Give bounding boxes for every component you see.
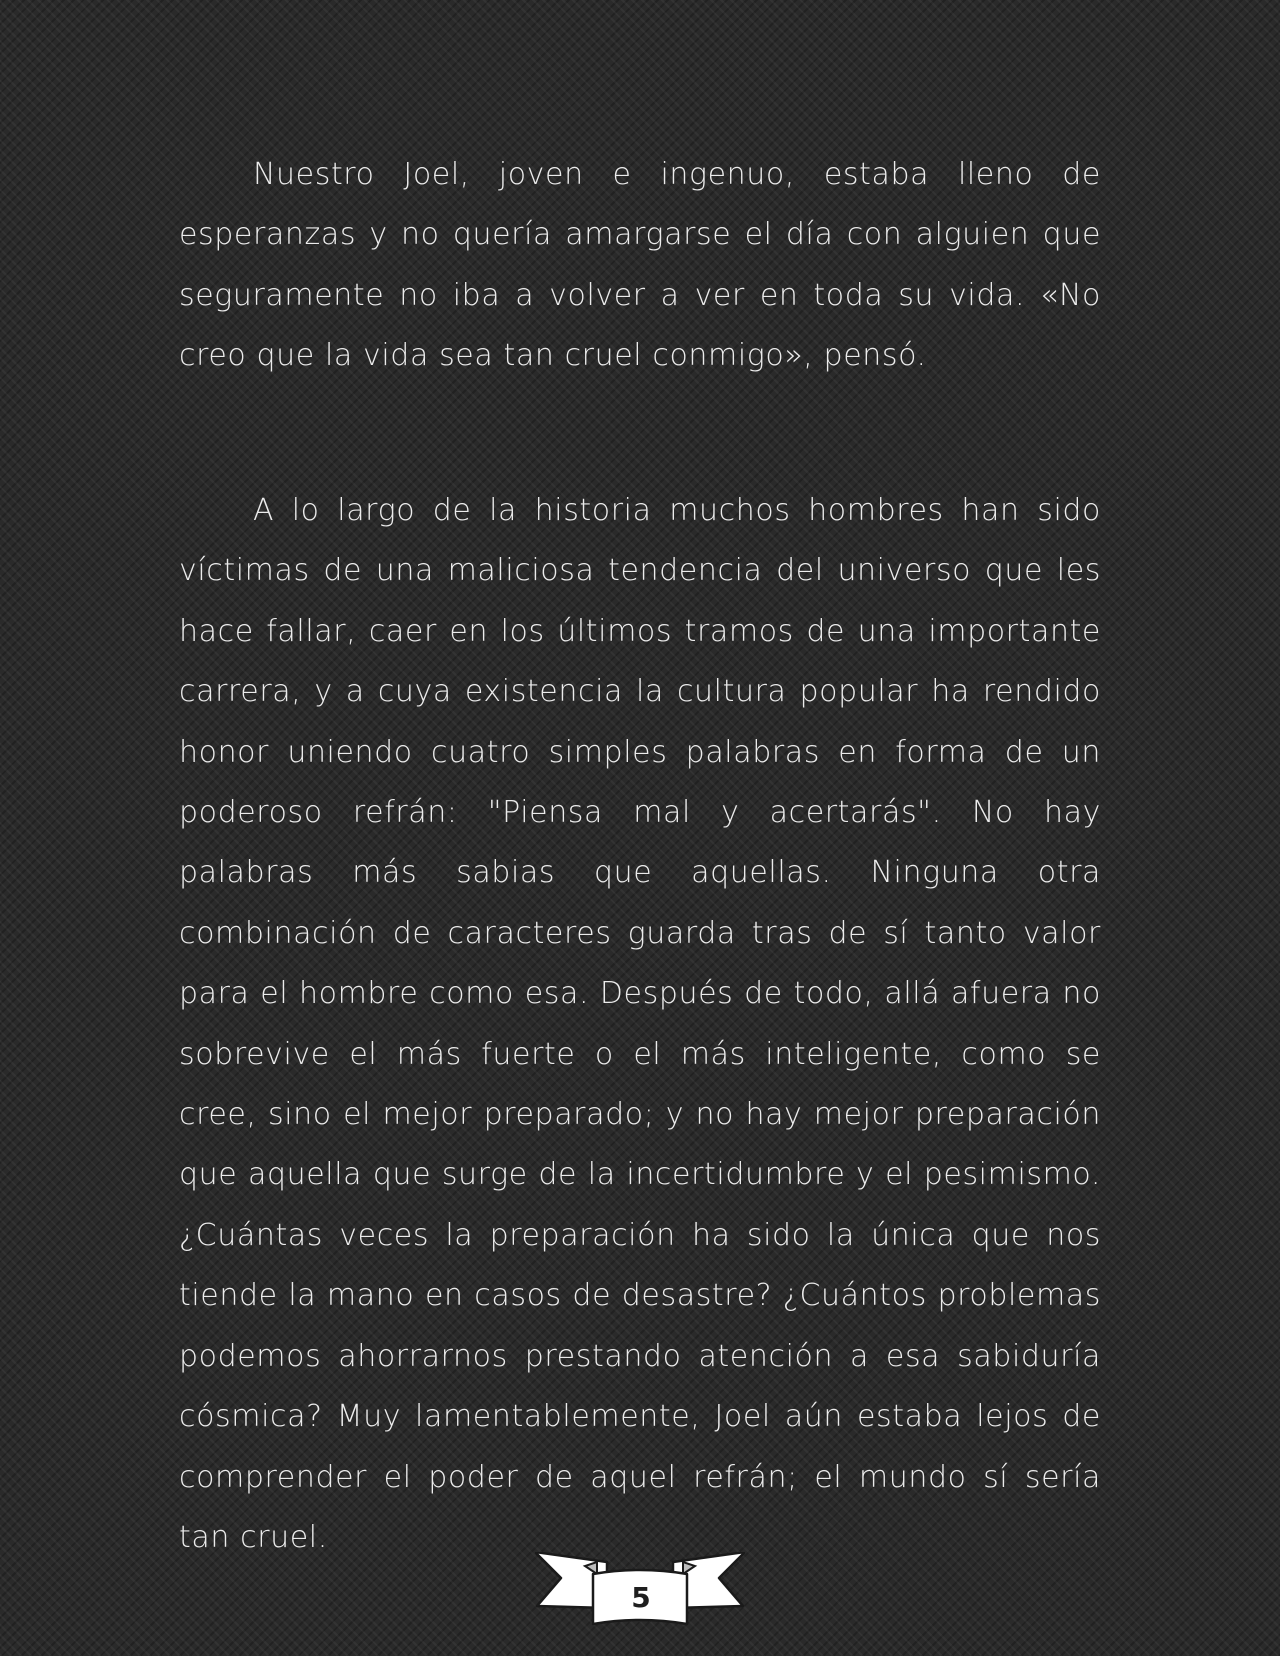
- paragraph-2: A lo largo de la historia muchos hombres han sido víctimas de una maliciosa tendencia del universo que les hace fallar, caer en los últimos tramos de una importante carrera, y a cuya existencia la cultura popular ha rendido honor uniendo cuatro simples palabras en forma de un poderoso refrán: "Piensa mal y acertarás". No hay palabras más sabias que aquellas. Ninguna otra combinación de caracteres guarda tras de sí tanto valor para el hombre como esa. Después de todo, allá afuera no sobrevive el más fuerte o el más inteligente, como se cree, sino el mejor preparado; y no hay mejor preparación que aquella que surge de la incertidumbre y el pesimismo. ¿Cuántas veces la preparación ha sido la única que nos tiende la mano en casos de desastre? ¿Cuántos problemas podemos ahorrarnos prestando atención a esa sabiduría cósmica? Muy lamentablemente, Joel aún estaba lejos de comprender el poder de aquel refrán; el mundo sí sería tan cruel.: [179, 493, 1101, 1555]
- page-number: 5: [631, 1581, 651, 1614]
- paragraph-1: Nuestro Joel, joven e ingenuo, estaba lleno de esperanzas y no quería amargarse el día con alguien que seguramente no iba a volver a ver en toda su vida. «No creo que la vida sea tan cruel conmigo», pensó.: [179, 157, 1101, 374]
- page-number-ribbon: [535, 1552, 745, 1628]
